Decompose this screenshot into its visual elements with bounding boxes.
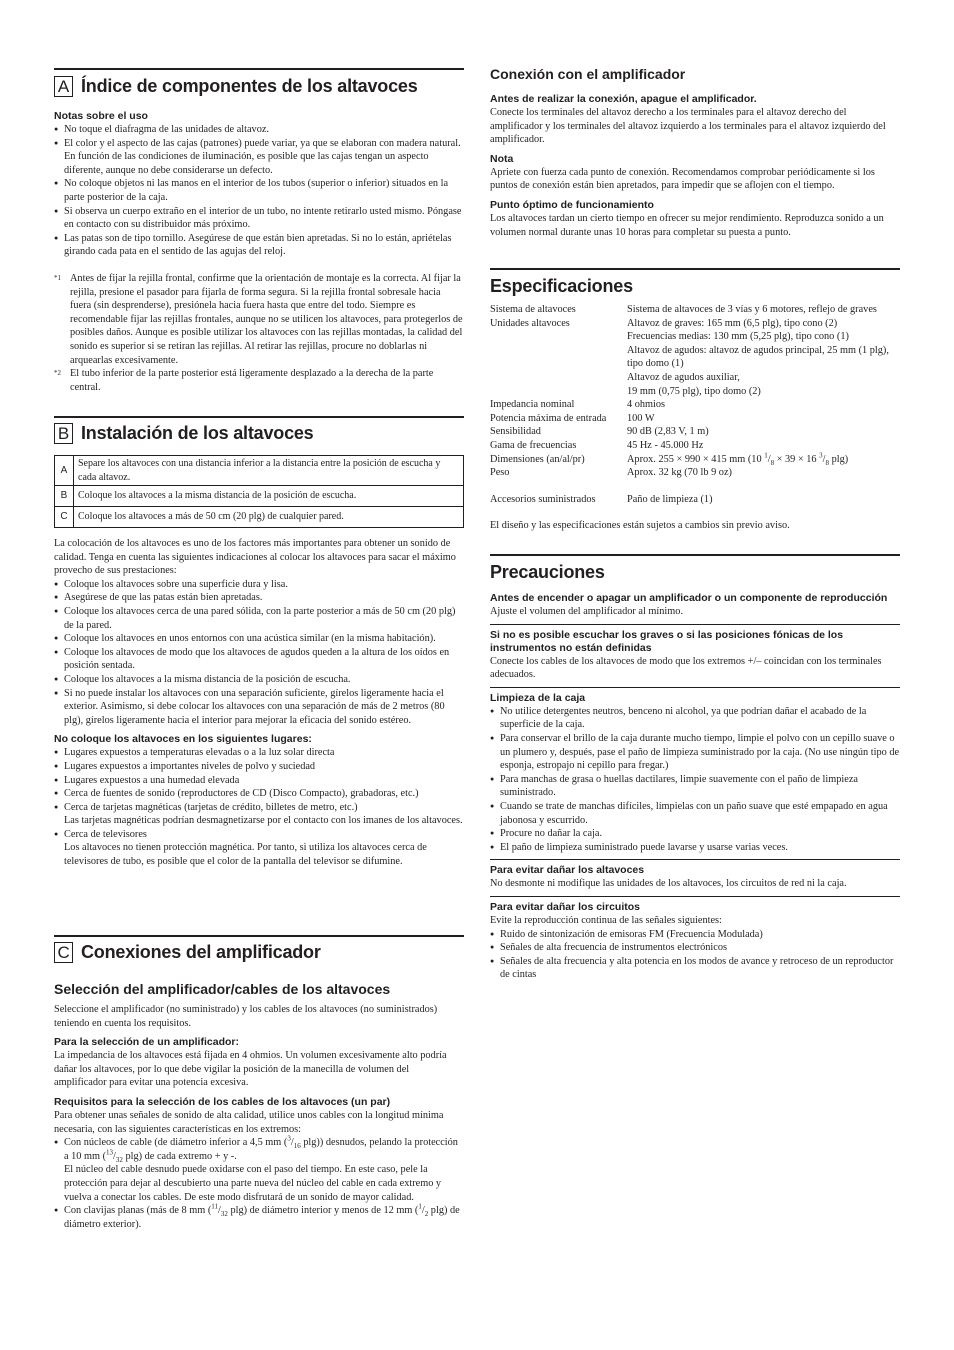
table-text: Separe los altavoces con una distancia inferior a la distancia entre la posición de escucha y cada altavoz. [74, 456, 464, 486]
prec-p5-text: Evite la reproducción continua de las señales siguientes: [490, 914, 722, 926]
section-b-letter: B [54, 423, 73, 444]
spec-value: 45 Hz - 45.000 Hz [627, 439, 704, 451]
list-item: ● Las patas son de tipo tornillo. Asegúrese de que están bien apretadas. Si no lo están, apriételas girando cada pata en el sentido de las agujas del reloj. [54, 232, 464, 259]
no-place-list [54, 746, 464, 868]
prec-p1-text: Ajuste el volumen del amplificador al mínimo. [490, 606, 684, 617]
list-item: ● Cerca de fuentes de sonido (reproductores de CD (Disco Compacto), grabadoras, etc.) [54, 787, 464, 801]
punto-label: Punto óptimo de funcionamiento [490, 198, 654, 211]
spec-label: Potencia máxima de entrada [490, 412, 607, 424]
fraction-den: 32 [115, 1155, 123, 1164]
spec-row [490, 439, 900, 453]
section-b-heading [54, 416, 464, 444]
fraction-num: 3 [819, 451, 823, 460]
list-item: ● Si no puede instalar los altavoces con una separación suficiente, gírelos ligeramente hacia el exterior. Asimismo, si debe colocar los altavoces con una separación de más de 2 metros (80 plg), gírelos ligeramente hacia el interior para mejorar la eficacia del sonido estéreo. [54, 687, 464, 728]
punto-text: Los altavoces tardan un cierto tiempo en ofrecer su mejor rendimiento. Reproduzca sonido a un volumen normal durante unas 10 horas para completar su puesta a punto. [490, 212, 884, 238]
fraction-den: 16 [293, 1142, 301, 1151]
table-row [55, 456, 464, 486]
spec-row [490, 412, 900, 426]
footnotes [54, 272, 464, 394]
notes-list [54, 123, 464, 259]
fraction-num: 1 [764, 451, 768, 460]
list-item: ● Señales de alta frecuencia de instrumentos electrónicos [490, 941, 900, 955]
fraction-den: 32 [220, 1210, 228, 1219]
list-item: ● Señales de alta frecuencia y alta potencia en los modos de avance y retroceso de un reproductor de cintas [490, 955, 900, 982]
list-item: ● Con núcleos de cable (de diámetro inferior a 4,5 mm ($^3/_{16}$ plg)) desnudos, pelando la protección a 10 mm ($^{13}/_{32}$ plg) de cada extremo + y -. El núcleo del cable desnudo puede oxidarse con el paso del tiempo. En este caso, pele la protección para dejar al descubierto una parte nueva del núcleo del cable en cada extremo y vuelva a conectar los cables. De este modo disfrutará de un sonido de mayor calidad. [54, 1136, 464, 1204]
footnote-text: Antes de fijar la rejilla frontal, confirme que la orientación de montaje es la correcta. Al fijar la rejilla, presione el pasador para fijarla de forma segura. Si la rejilla frontal sobresale hacia fuera (sin desprenderse), presiónela hacia fuera hasta que entre del todo. Siempre es recomendable fijar las rejillas frontales, aunque no se utilicen los altavoces, para protegerlos de posibles daños. Aunque es posible utilizar los altavoces con las rejillas montadas, la calidad del sonido es superior si se retiran las rejillas. Al retirar las rejillas, procure no doblarlas ni arquearlas excesivamente. [70, 272, 463, 366]
section-c-letter: C [54, 942, 73, 963]
list-item: ● Para manchas de grasa o huellas dactilares, limpie suavemente con el paño de limpieza suministrado. [490, 773, 900, 800]
prec-block [490, 624, 900, 682]
fraction-num: 11 [211, 1202, 219, 1211]
section-a-heading [54, 68, 464, 97]
connection-before-text: Conecte los terminales del altavoz derecho a los terminales para el altavoz derecho del amplificador y los terminales del altavoz izquierdo a los terminales para el altavoz izquierdo del amplificador. [490, 107, 886, 146]
fraction-den: 2 [424, 1210, 429, 1219]
list-item: ● No toque el diafragma de las unidades de altavoz. [54, 123, 464, 137]
amp-text: La impedancia de los altavoces está fijada en 4 ohmios. Un volumen excesivamente alto podría dañar los altavoces, por lo que debe vigilar la posición de la manecilla de volumen del amplificador para evitar una potencia excesiva. [54, 1050, 447, 1089]
fraction-den: 8 [770, 458, 775, 467]
prec-block [490, 896, 900, 982]
spec-label: Dimensiones (an/al/pr) [490, 453, 585, 465]
precautions-title: Precauciones [490, 554, 900, 583]
table-key: C [55, 507, 74, 528]
list-item: ● Coloque los altavoces en unos entornos con una acústica similar (en la misma habitación). [54, 632, 464, 646]
footnote-text: El tubo inferior de la parte posterior está ligeramente desplazado a la derecha de la parte central. [70, 368, 434, 393]
spec-value: 4 ohmios [627, 399, 666, 411]
table-row [55, 486, 464, 507]
fraction-den: 8 [825, 458, 830, 467]
spec-value: Paño de limpieza (1) [627, 493, 713, 505]
footnote [54, 367, 464, 394]
text-run: Con núcleos de cable (de diámetro inferior a 4,5 mm ( [64, 1137, 288, 1149]
notes-label: Notas sobre el uso [54, 110, 148, 122]
prec-p2-label: Si no es posible escuchar los graves o si las posiciones fónicas de los instrumentos no están definidas [490, 628, 844, 654]
section-a-title: Índice de componentes de los altavoces [81, 76, 418, 96]
fraction-num: 13 [106, 1148, 114, 1157]
spec-row [490, 398, 900, 412]
text-run: El núcleo del cable desnudo puede oxidarse con el paso del tiempo. En este caso, pele la protección para dejar al descubierto una parte nueva del núcleo del cable en cada extremo y vuelva a conectar los cables. De este modo disfrutará de un sonido de mayor calidad. [64, 1164, 442, 1203]
list-item: ● Cerca de tarjetas magnéticas (tarjetas de crédito, billetes de metro, etc.) Las tarjetas magnéticas podrían desmagnetizarse por el contacto con los imanes de los altavoces. [54, 801, 464, 828]
footnote [54, 272, 464, 367]
section-b-title: Instalación de los altavoces [81, 423, 314, 443]
table-text: Coloque los altavoces a la misma distancia de la posición de escucha. [74, 486, 464, 507]
text-run: plg) [829, 453, 849, 465]
spec-row [490, 317, 900, 399]
spec-footer: El diseño y las especificaciones están sujetos a cambios sin previo aviso. [490, 520, 790, 532]
precautions-section [490, 554, 900, 982]
placement-intro: La colocación de los altavoces es uno de los factores más importantes para obtener un sonido de calidad. Tenga en cuenta las siguientes indicaciones al colocar los altavoces para sacar el máximo provecho de sus prestaciones: [54, 538, 456, 577]
connection-section [490, 66, 900, 239]
cable-intro: Para obtener unas señales de sonido de alta calidad, utilice unos cables con la longitud mínima necesaria, con las siguientes características en los extremos: [54, 1109, 444, 1135]
list-item: ● Asegúrese de que las patas están bien apretadas. [54, 591, 464, 605]
spec-label: Peso [490, 467, 510, 479]
placement-list [54, 578, 464, 728]
nota-label: Nota [490, 152, 514, 165]
spec-row [490, 303, 900, 317]
section-c-title: Conexiones del amplificador [81, 942, 321, 962]
table-key: B [55, 486, 74, 507]
prec-p1-label: Antes de encender o apagar un amplificador o un componente de reproducción [490, 592, 888, 604]
spec-table [490, 303, 900, 506]
text-run: Aprox. 255 × 990 × 415 mm (10 [627, 453, 765, 465]
list-item: ● El paño de limpieza suministrado puede lavarse y usarse varias veces. [490, 841, 900, 855]
cable-label: Requisitos para la selección de los cables de los altavoces (un par) [54, 1095, 391, 1108]
text-run: plg) de cada extremo + y -. [122, 1150, 237, 1162]
amp-label: Para la selección de un amplificador: [54, 1036, 239, 1049]
text-run: × 39 × 16 [774, 453, 820, 465]
spec-row [490, 493, 900, 507]
text-run: plg)) desnudos, pelando la protección a 10 mm ( [64, 1137, 458, 1162]
section-b [54, 416, 464, 869]
list-item: ● Ruido de sintonización de emisoras FM (Frecuencia Modulada) [490, 928, 900, 942]
spec-value: Aprox. 255 × 990 × 415 mm (10 $^1/_8 \times 39 \times 16$ $^3/_8$ plg) [627, 451, 849, 467]
list-item: ● Cerca de televisores Los altavoces no tienen protección magnética. Por tanto, si utiliza los altavoces cerca de televisores de tubo, es posible que el color de la pantalla del televisor se difumine. [54, 828, 464, 869]
table-row [55, 507, 464, 528]
installation-table [54, 455, 464, 528]
list-item: ● Coloque los altavoces cerca de una pared sólida, con la parte posterior a más de 50 cm (20 plg) de la pared. [54, 605, 464, 632]
spec-label: Sistema de altavoces [490, 304, 576, 315]
prec-p4-text: No desmonte ni modifique las unidades de los altavoces, los circuitos de red ni la caja. [490, 878, 847, 890]
spec-label: Impedancia nominal [490, 399, 575, 411]
list-item: ● Si observa un cuerpo extraño en el interior de un tubo, no intente retirarlo usted mismo. Póngase en contacto con su distribuidor más próximo. [54, 205, 464, 232]
spec-label: Unidades altavoces [490, 317, 570, 329]
list-item: ● Coloque los altavoces de modo que los altavoces de agudos queden a la altura de los oídos en posición sentada. [54, 646, 464, 673]
prec-block [490, 687, 900, 855]
section-c [54, 935, 464, 1231]
list-item: ● Coloque los altavoces sobre una superficie dura y lisa. [54, 578, 464, 592]
spec-value: 90 dB (2,83 V, 1 m) [627, 426, 709, 438]
spec-value: Sistema de altavoces de 3 vías y 6 motores, reflejo de graves [627, 304, 877, 315]
nota-text: Apriete con fuerza cada punto de conexión. Recomendamos comprobar periódicamente si los puntos de conexión están bien apretados, para impedir que se aflojen con el tiempo. [490, 166, 875, 192]
prec-block [490, 859, 900, 891]
connection-before-label: Antes de realizar la conexión, apague el amplificador. [490, 93, 757, 105]
prec-p3-label: Limpieza de la caja [490, 691, 586, 704]
no-place-label: No coloque los altavoces en los siguientes lugares: [54, 733, 312, 746]
spec-row [490, 425, 900, 439]
footnote-mark: *1 [54, 273, 61, 282]
spec-row [490, 453, 900, 467]
section-c-subtitle: Selección del amplificador/cables de los altavoces [54, 981, 391, 997]
fraction-num: 3 [287, 1134, 291, 1143]
spec-row [490, 466, 900, 480]
spec-title: Especificaciones [490, 268, 900, 297]
prec-p4-label: Para evitar dañar los altavoces [490, 864, 645, 877]
section-c-heading [54, 935, 464, 963]
list-item: ● No utilice detergentes neutros, benceno ni alcohol, ya que podrían dañar el acabado de la superficie de la caja. [490, 705, 900, 732]
spec-label: Sensibilidad [490, 426, 541, 438]
spec-value: 100 W [627, 412, 655, 424]
list-item: ● No coloque objetos ni las manos en el interior de los tubos (superior o inferior) situados en la parte posterior de la caja. [54, 177, 464, 204]
cable-list [54, 1136, 464, 1231]
section-c-intro: Seleccione el amplificador (no suministrado) y los cables de los altavoces (no suministrados) teniendo en cuenta los requisitos. [54, 1004, 438, 1029]
list-item: ● Lugares expuestos a una humedad elevada [54, 774, 464, 788]
cleaning-list [490, 705, 900, 855]
text-run: plg) de diámetro interior y menos de 12 mm ( [227, 1205, 419, 1217]
connection-title: Conexión con el amplificador [490, 66, 686, 82]
text-run: Con clavijas planas (más de 8 mm ( [64, 1205, 212, 1217]
table-text: Coloque los altavoces a más de 50 cm (20 plg) de cualquier pared. [74, 507, 464, 528]
list-item: ● Para conservar el brillo de la caja durante mucho tiempo, limpie el polvo con un cepillo suave o un plumero y, después, pase el paño de limpieza suministrado por la caja. (No use ningún tipo de esponja, estropajo ni cepillo para fregar.) [490, 732, 900, 773]
list-item: ● Cuando se trate de manchas difíciles, límpielas con un paño suave que esté empapado en agua jabonosa y escurrido. [490, 800, 900, 827]
spec-value: Altavoz de graves: 165 mm (6,5 plg), tipo cono (2) Frecuencias medias: 130 mm (5,25 plg), tipo cono (1) Altavoz de agudos: altavoz de agudos principal, 25 mm (1 plg), tipo domo (1) Altavoz de agudos auxiliar, 19 mm (0,75 plg), tipo domo (2) [627, 317, 889, 397]
section-a-letter: A [54, 76, 73, 97]
footnote-mark: *2 [54, 369, 61, 378]
list-item: ● Lugares expuestos a importantes niveles de polvo y suciedad [54, 760, 464, 774]
prec-p2-text: Conecte los cables de los altavoces de modo que los extremos +/– coincidan con los terminales adecuados. [490, 655, 882, 681]
list-item: ● Procure no dañar la caja. [490, 827, 900, 841]
table-key: A [55, 456, 74, 486]
list-item: ● Con clavijas planas (más de 8 mm ($^{11}/_{32}$ plg) de diámetro interior y menos de 12 mm ($^1/_2$ plg) de diámetro exterior). [54, 1204, 464, 1231]
spec-value: Aprox. 32 kg (70 lb 9 oz) [627, 467, 732, 479]
list-item: ● El color y el aspecto de las cajas (patrones) puede variar, ya que se elaboran con madera natural. En función de las condiciones de iluminación, es posible que las cajas tengan un aspecto diferente, aunque no debe considerarse un defecto. [54, 137, 464, 178]
spec-section [490, 268, 900, 533]
text-run: plg) de diámetro exterior). [64, 1205, 460, 1230]
prec-p5-label: Para evitar dañar los circuitos [490, 900, 640, 913]
spec-label: Gama de frecuencias [490, 439, 577, 451]
fraction-num: 1 [418, 1202, 422, 1211]
spec-label: Accesorios suministrados [490, 493, 596, 505]
list-item: ● Lugares expuestos a temperaturas elevadas o a la luz solar directa [54, 746, 464, 760]
section-a [54, 68, 464, 394]
circuits-list [490, 928, 900, 982]
list-item: ● Coloque los altavoces a la misma distancia de la posición de escucha. [54, 673, 464, 687]
